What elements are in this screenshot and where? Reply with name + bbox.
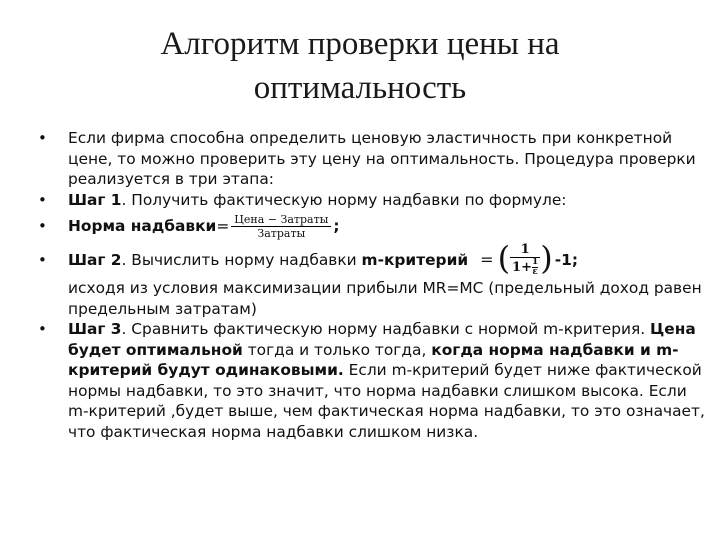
step-3-text-2: тогда и только тогда,	[242, 340, 432, 359]
step-3-label: Шаг 3	[68, 320, 122, 338]
elasticity-fraction	[532, 258, 538, 277]
m-criterion-fraction	[510, 243, 540, 277]
bullet-icon: •	[38, 251, 47, 269]
title-line-1: Алгоритм проверки цены на	[160, 26, 560, 62]
step-2-label: Шаг 2	[68, 250, 122, 269]
step-1-text: . Получить фактическую норму надбавки по формуле:	[121, 190, 567, 209]
markup-end: ;	[333, 216, 340, 235]
step-3-bold-2: когда норма надбавки и m- критерий будут одинаковыми.	[68, 340, 679, 379]
step-2-text-after: исходя из условия максимизации прибыли MR=MC (предельный доход равен предельным затратам)	[68, 279, 702, 318]
bullet-step-2	[38, 239, 710, 319]
intro-text: Если фирма способна определить ценовую эластичность при конкретной цене, то можно проверить эту цену на оптимальность. Процедура проверки реализуется в три этапа:	[68, 129, 696, 188]
step-3-bold-1: Цена будет оптимальной	[68, 320, 696, 359]
m-fraction-den-prefix: 1+	[512, 260, 532, 275]
markup-label: Норма надбавки	[68, 216, 217, 235]
m-criterion-equals: =	[480, 249, 494, 269]
bullet-intro	[38, 128, 710, 190]
minus-one: -1;	[554, 250, 579, 269]
markup-equals: =	[216, 216, 230, 235]
m-fraction-numerator: 1	[510, 243, 540, 258]
step-3-text-1: . Сравнить фактическую норму надбавки с нормой m-критерия.	[121, 320, 651, 338]
bullet-icon: •	[38, 129, 47, 147]
bullet-icon: •	[38, 190, 47, 209]
slide-content	[38, 128, 710, 442]
title-line-2: оптимальность	[253, 70, 467, 106]
open-paren: (	[497, 239, 511, 277]
elasticity-numerator: 1	[532, 257, 539, 267]
markup-denominator: Затраты	[257, 226, 306, 240]
bullet-icon: •	[38, 217, 47, 235]
bullet-markup-formula	[38, 210, 710, 242]
markup-numerator: Цена − Затраты	[231, 213, 331, 227]
step-2-text-before: . Вычислить норму надбавки	[121, 250, 357, 269]
m-criterion-label: m-критерий	[361, 250, 469, 269]
bullet-icon: •	[38, 320, 47, 338]
slide-title	[0, 22, 720, 110]
bullet-step-1	[38, 190, 710, 211]
close-paren: )	[540, 239, 553, 277]
elasticity-denominator: ε	[532, 267, 538, 277]
markup-fraction	[231, 213, 331, 240]
step-3-text-3: Если m-критерий будет ниже фактической нормы надбавки, то это значит, что норма надбавки слишком высока. Если m-критерий ,будет выше, чем фактическая норма надбавки, то это означает, что фактическая норма надбавки слишком низка.	[68, 361, 705, 441]
m-fraction-denominator	[510, 258, 540, 277]
step-1-label: Шаг 1	[68, 190, 122, 209]
bullet-step-3	[38, 319, 710, 442]
